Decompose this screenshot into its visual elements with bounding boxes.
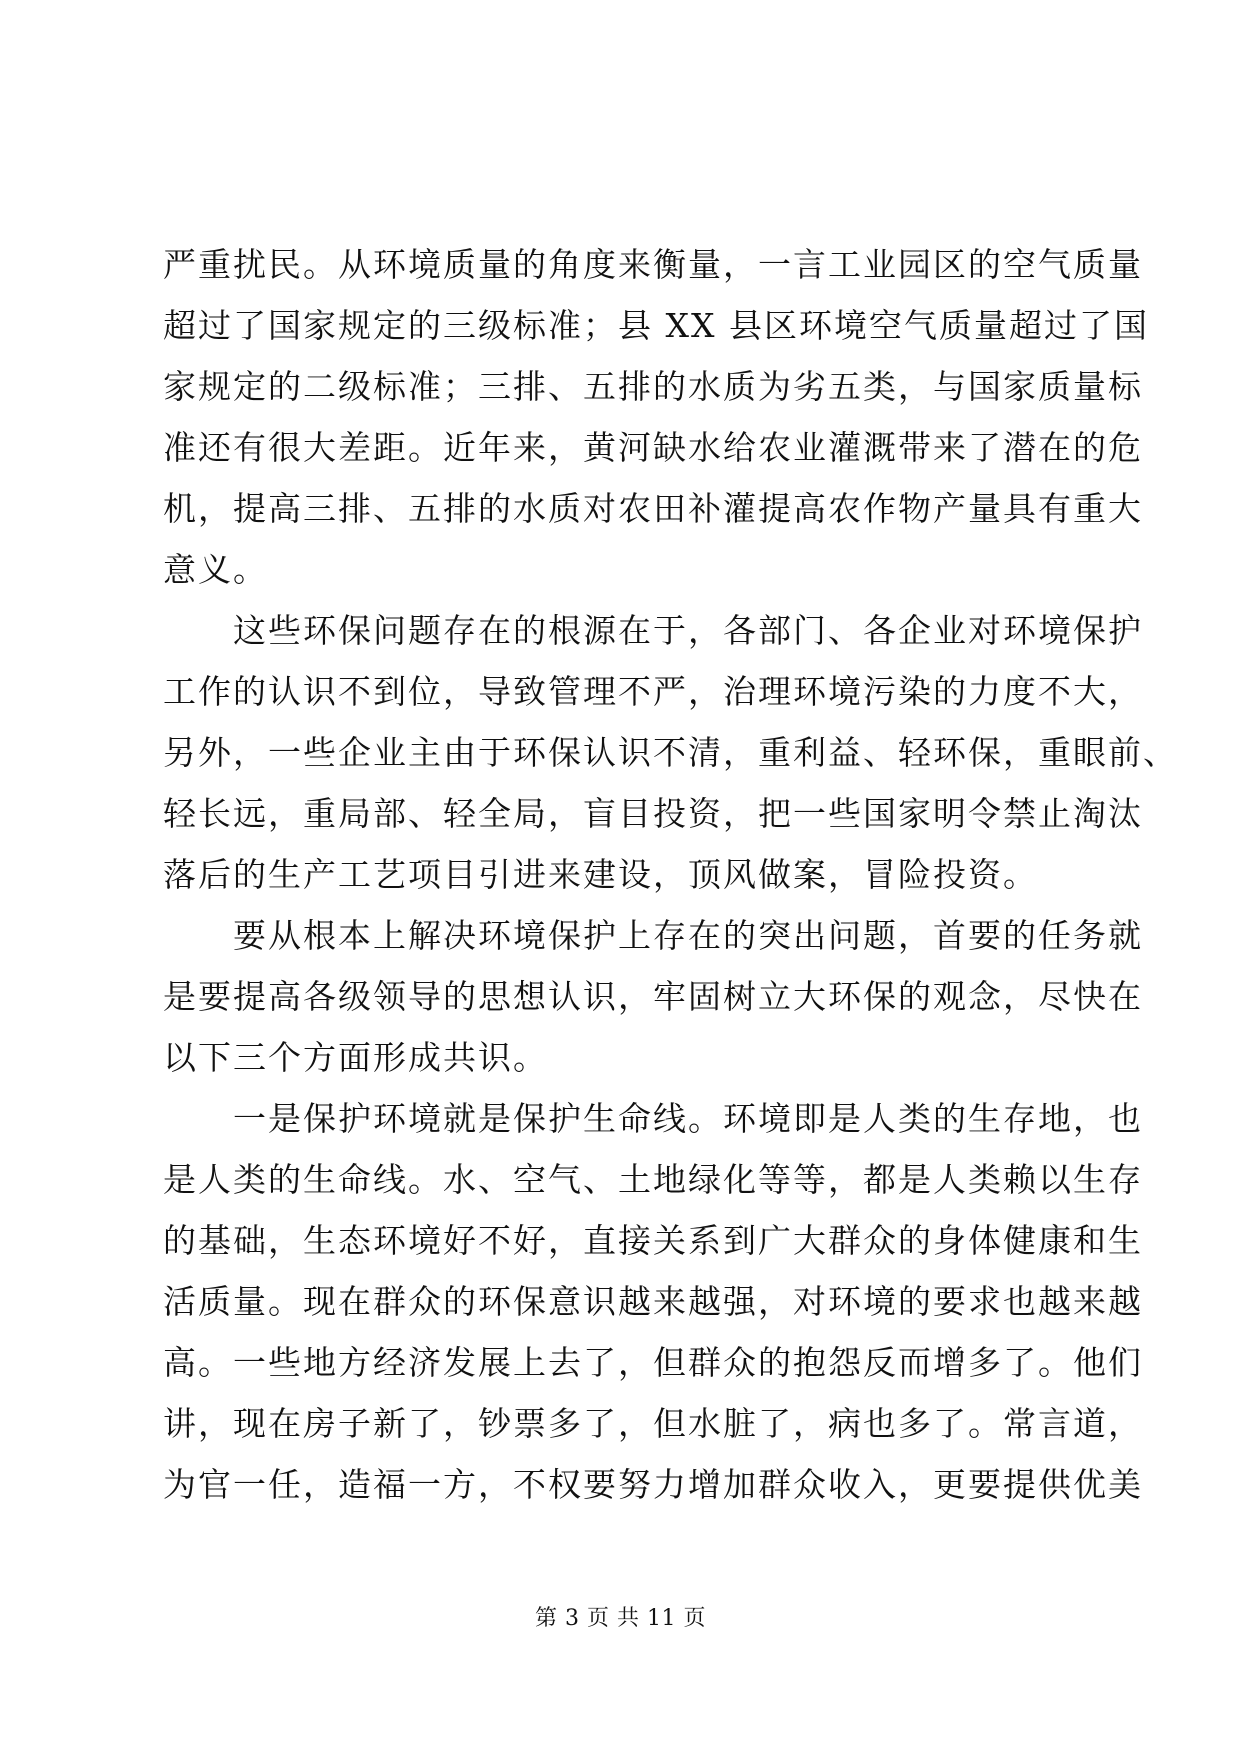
text-line: 落后的生产工艺项目引进来建设，顶风做案，冒险投资。 bbox=[163, 855, 1038, 894]
paragraph bbox=[163, 905, 1143, 1088]
text-line: 高。一些地方经济发展上去了，但群众的抱怨反而增多了。他们 bbox=[163, 1343, 1143, 1382]
page-footer: 第 3 页 共 11 页 bbox=[535, 1606, 706, 1631]
text-line: 活质量。现在群众的环保意识越来越强，对环境的要求也越来越 bbox=[163, 1282, 1143, 1321]
text-line: 讲，现在房子新了，钞票多了，但水脏了，病也多了。常言道， bbox=[163, 1404, 1143, 1443]
text-line: 的基础，生态环境好不好，直接关系到广大群众的身体健康和生 bbox=[163, 1221, 1143, 1260]
text-line: 为官一任，造福一方，不权要努力增加群众收入，更要提供优美 bbox=[163, 1465, 1143, 1504]
text-line: 超过了国家规定的三级标准；县 XX 县区环境空气质量超过了国 bbox=[163, 306, 1149, 345]
text-line: 家规定的二级标准；三排、五排的水质为劣五类，与国家质量标 bbox=[163, 367, 1143, 406]
text-line: 工作的认识不到位，导致管理不严，治理环境污染的力度不大， bbox=[163, 672, 1143, 711]
text-line: 这些环保问题存在的根源在于，各部门、各企业对环境保护 bbox=[233, 611, 1143, 650]
text-line: 一是保护环境就是保护生命线。环境即是人类的生存地，也 bbox=[233, 1099, 1143, 1138]
text-line: 另外，一些企业主由于环保认识不清，重利益、轻环保，重眼前、 bbox=[163, 733, 1178, 772]
text-line: 是人类的生命线。水、空气、土地绿化等等，都是人类赖以生存 bbox=[163, 1160, 1143, 1199]
paragraph bbox=[163, 234, 1149, 600]
text-line: 是要提高各级领导的思想认识，牢固树立大环保的观念，尽快在 bbox=[163, 977, 1143, 1016]
body-text bbox=[163, 234, 1178, 1515]
text-line: 以下三个方面形成共识。 bbox=[163, 1038, 548, 1077]
text-line: 意义。 bbox=[163, 550, 268, 589]
text-line: 严重扰民。从环境质量的角度来衡量，一言工业园区的空气质量 bbox=[163, 245, 1143, 284]
text-line: 机，提高三排、五排的水质对农田补灌提高农作物产量具有重大 bbox=[163, 489, 1143, 528]
paragraph bbox=[163, 600, 1178, 905]
text-line: 准还有很大差距。近年来，黄河缺水给农业灌溉带来了潜在的危 bbox=[163, 428, 1143, 467]
paragraph bbox=[163, 1088, 1143, 1515]
text-line: 轻长远，重局部、轻全局，盲目投资，把一些国家明令禁止淘汰 bbox=[163, 794, 1143, 833]
text-line: 要从根本上解决环境保护上存在的突出问题，首要的任务就 bbox=[233, 916, 1143, 955]
